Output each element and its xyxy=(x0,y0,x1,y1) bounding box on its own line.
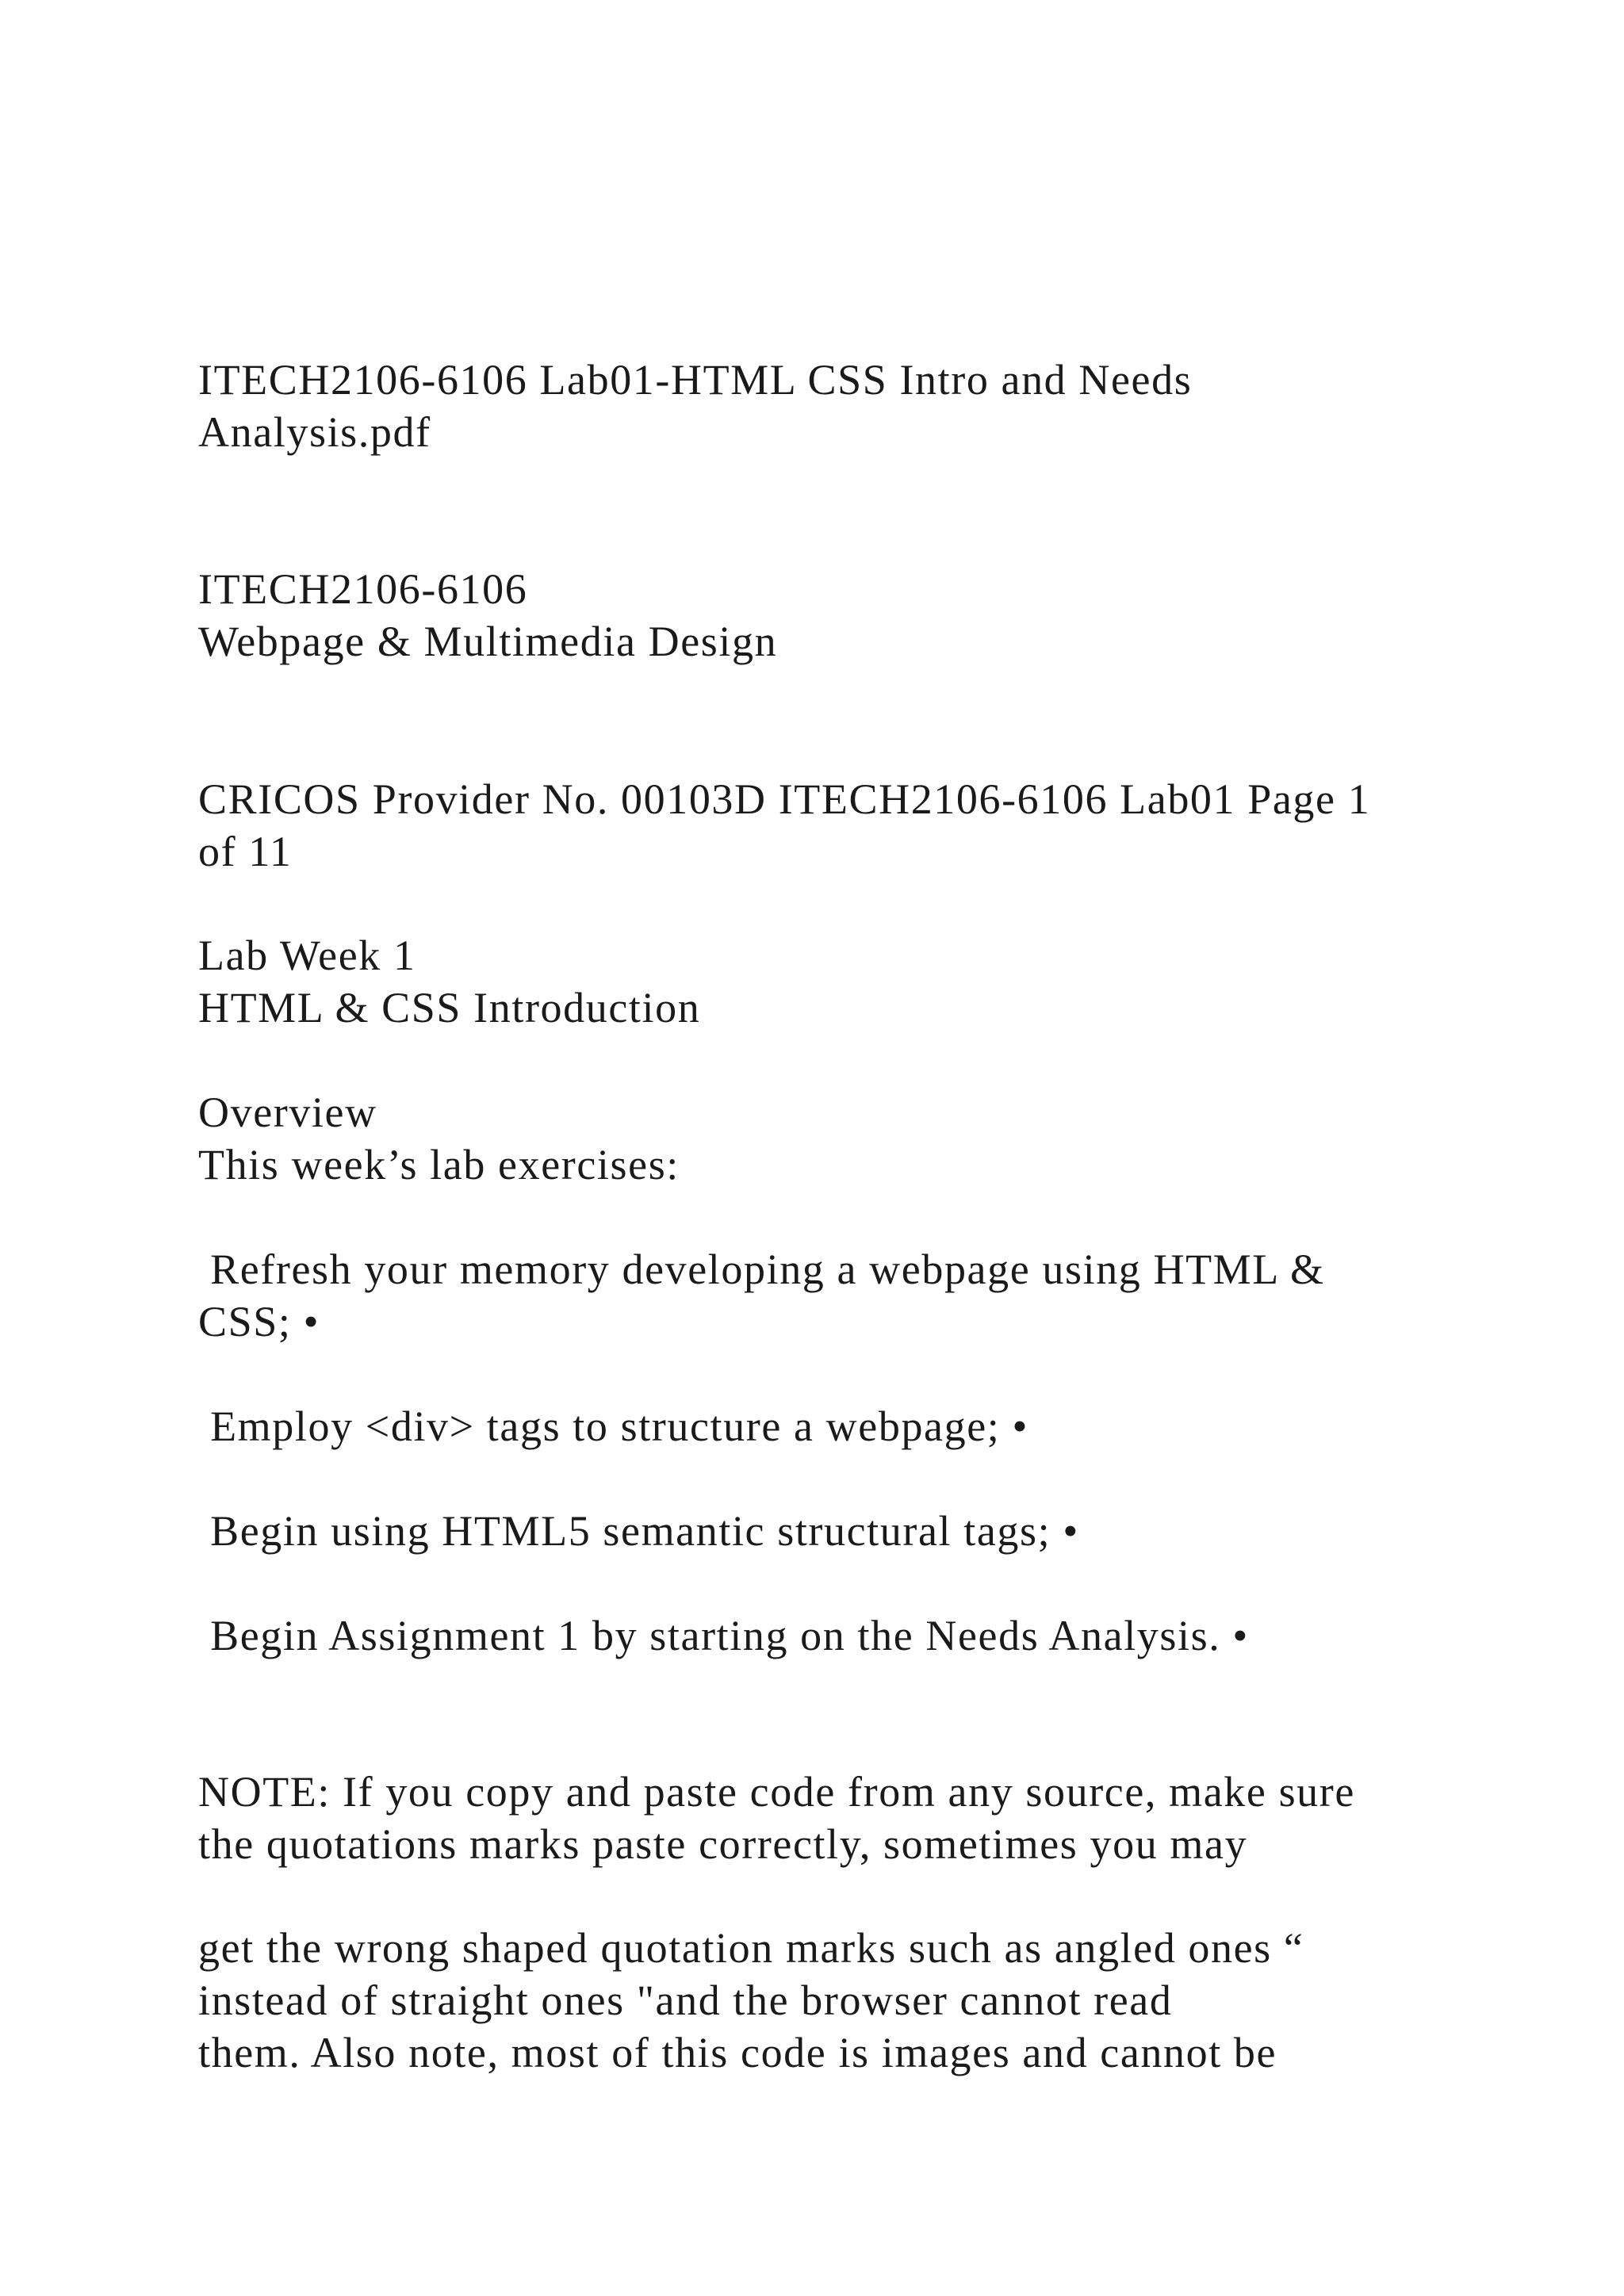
footer-line-2: of 11 xyxy=(198,828,293,875)
note-line-1: NOTE: If you copy and paste code from any source, make sure xyxy=(198,1768,1355,1816)
file-title-line-2: Analysis.pdf xyxy=(198,408,431,456)
file-title-line-1: ITECH2106-6106 Lab01-HTML CSS Intro and Needs xyxy=(198,356,1193,404)
lab-week: Lab Week 1 xyxy=(198,932,416,979)
note-line-3: get the wrong shaped quotation marks such as angled ones “ xyxy=(198,1924,1304,1972)
note-line-2: the quotations marks paste correctly, sometimes you may xyxy=(198,1820,1248,1868)
exercise-item-1-line-2: CSS; • xyxy=(198,1298,320,1345)
footer-line-1: CRICOS Provider No. 00103D ITECH2106-6106 Lab01 Page 1 xyxy=(198,775,1371,823)
overview-heading: Overview xyxy=(198,1089,377,1136)
lab-topic: HTML & CSS Introduction xyxy=(198,984,701,1031)
exercise-item-2: Employ <div> tags to structure a webpage; • xyxy=(198,1402,1028,1450)
exercise-item-1-line-1: Refresh your memory developing a webpage using HTML & xyxy=(198,1246,1325,1293)
course-name: Webpage & Multimedia Design xyxy=(198,618,778,665)
note-line-4: instead of straight ones "and the browser cannot read xyxy=(198,1976,1173,2024)
exercise-item-3: Begin using HTML5 semantic structural tags; • xyxy=(198,1507,1079,1555)
overview-intro: This week’s lab exercises: xyxy=(198,1141,680,1188)
exercise-item-4: Begin Assignment 1 by starting on the Needs Analysis. • xyxy=(198,1612,1249,1659)
note-line-5: them. Also note, most of this code is images and cannot be xyxy=(198,2029,1277,2076)
course-code: ITECH2106-6106 xyxy=(198,565,528,613)
